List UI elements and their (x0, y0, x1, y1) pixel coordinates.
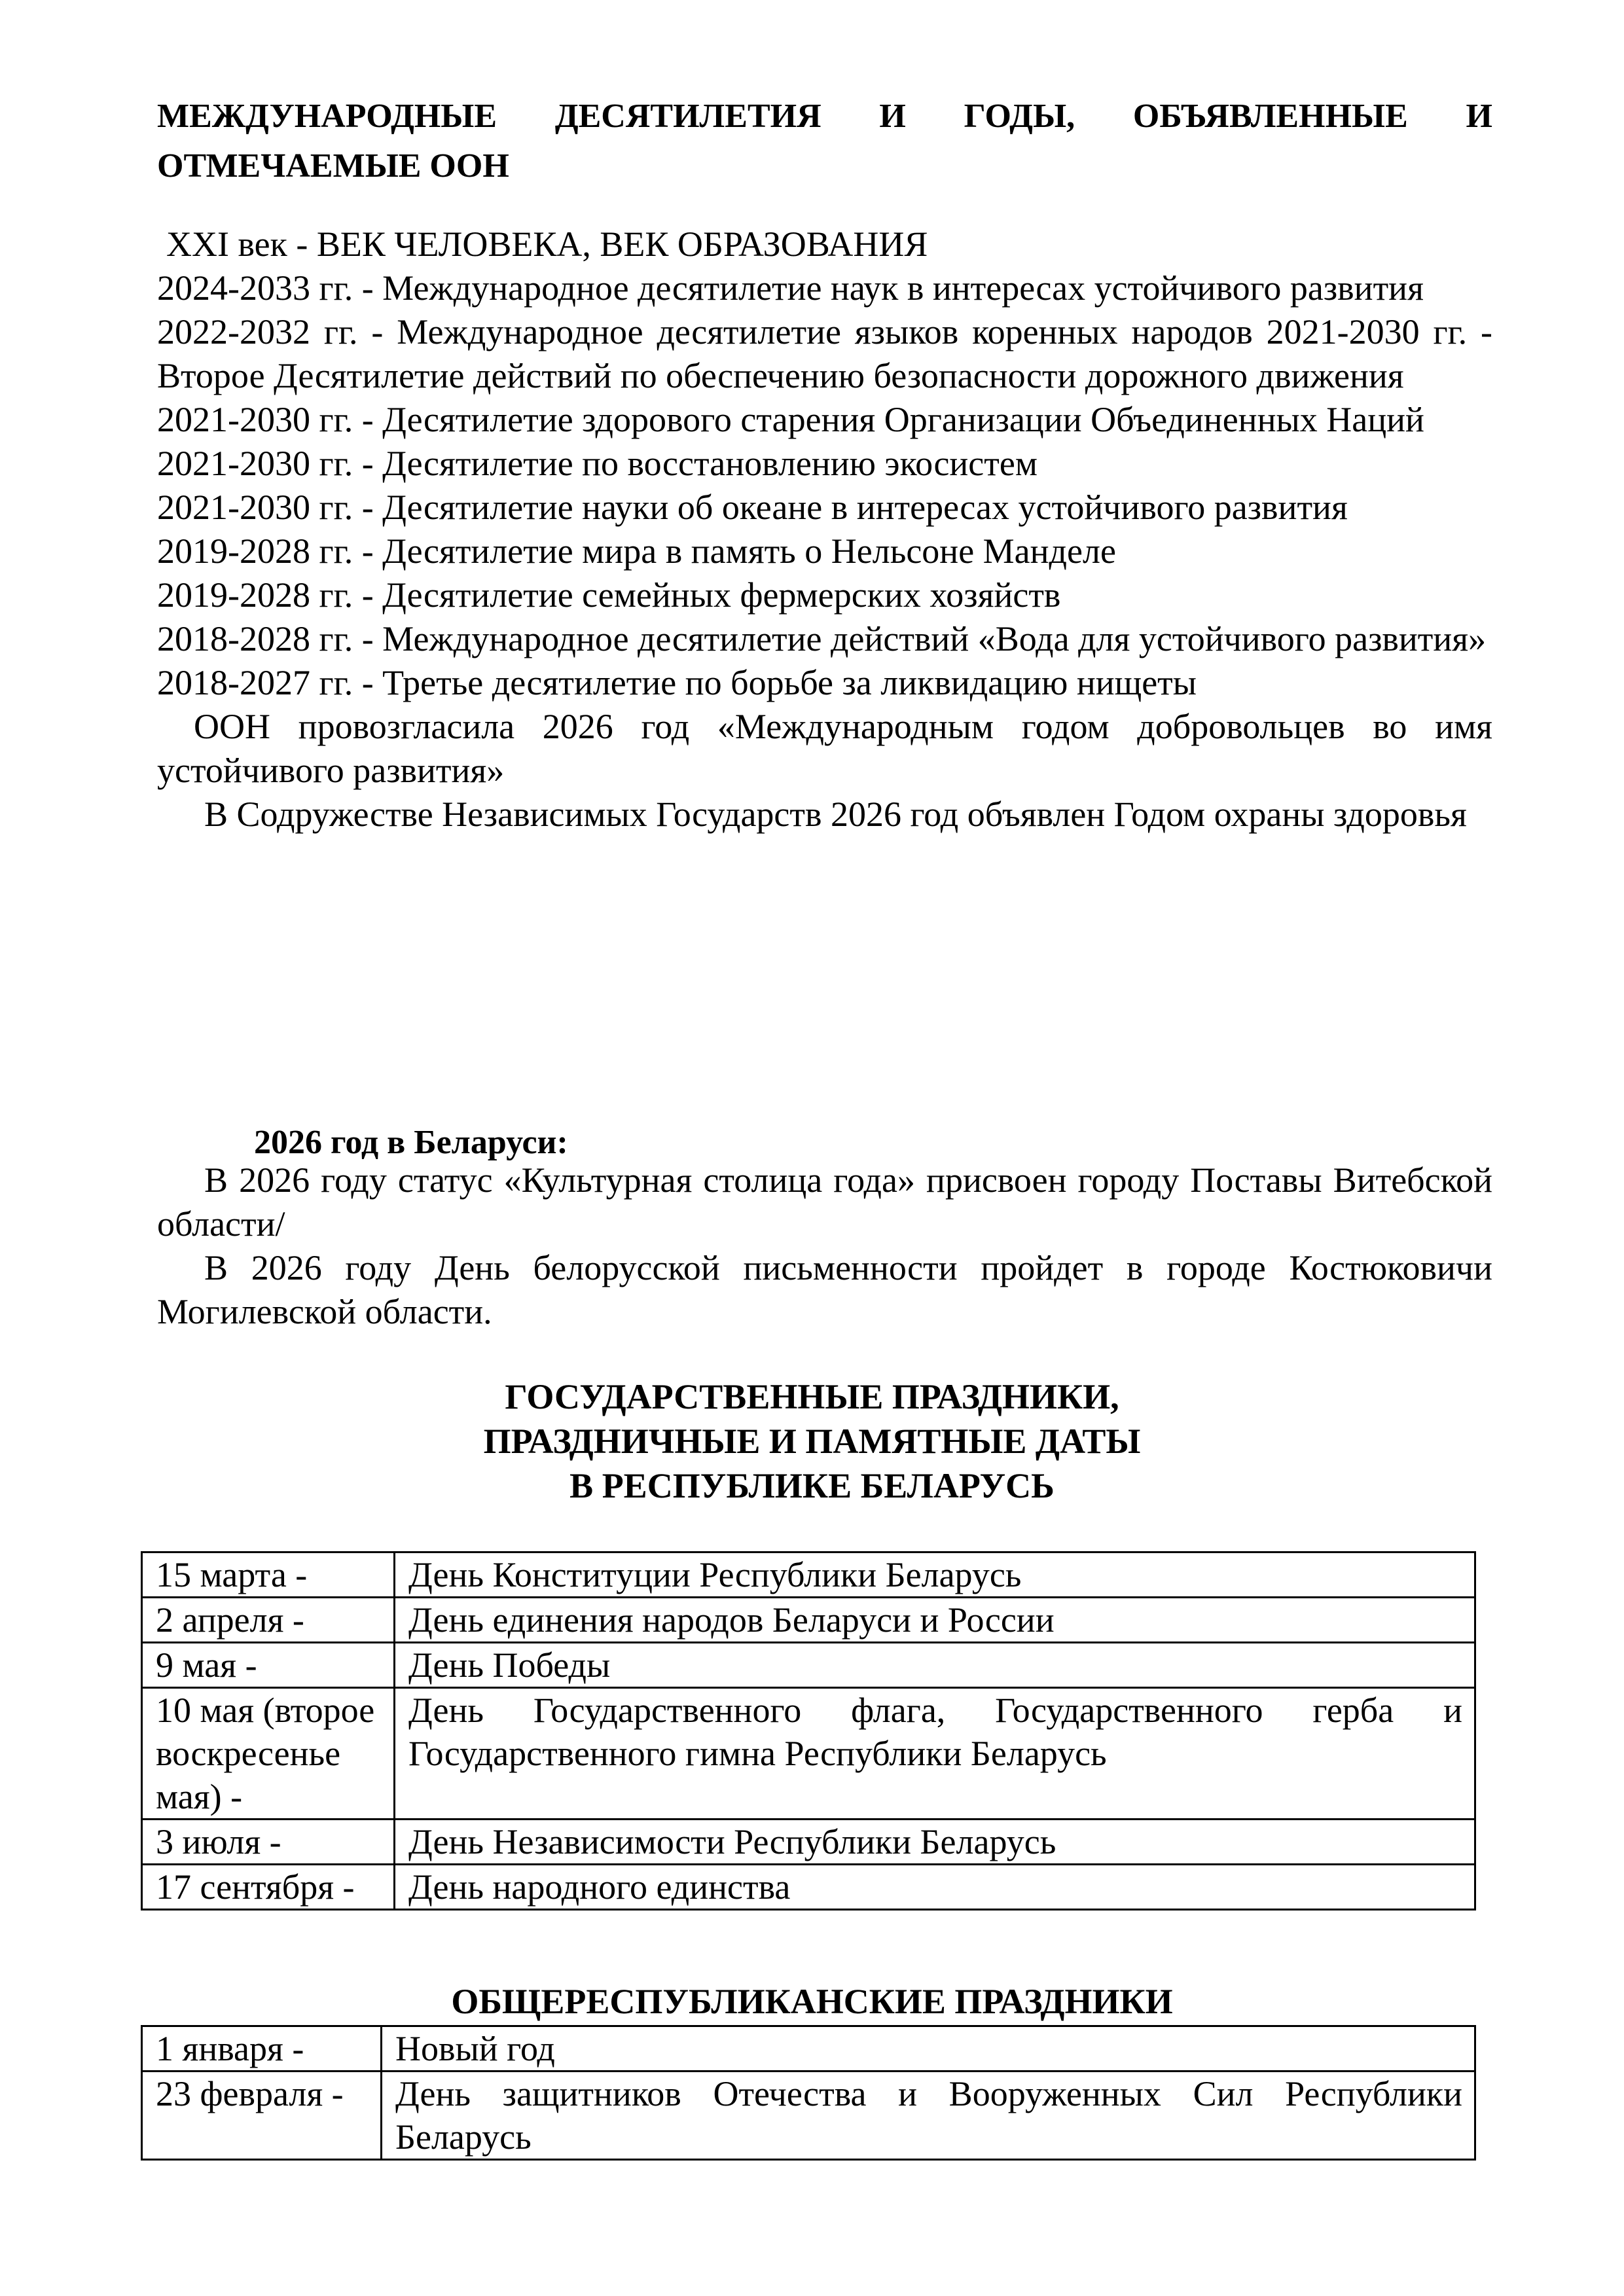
table-row (142, 1552, 1475, 1598)
holiday-name: День Независимости Республики Беларусь (395, 1820, 1475, 1865)
state-holidays-heading-line-1: ГОСУДАРСТВЕННЫЕ ПРАЗДНИКИ, (505, 1377, 1119, 1416)
holiday-date: 15 марта - (142, 1552, 395, 1598)
holiday-date: 1 января - (142, 2026, 382, 2072)
holiday-name: День защитников Отечества и Вооруженных Сил Республики Беларусь (382, 2072, 1475, 2160)
un-heading-line-2: ОТМЕЧАЕМЫЕ ООН (157, 147, 509, 185)
state-holidays-table (141, 1551, 1476, 1910)
state-holidays-heading-line-2: ПРАЗДНИЧНЫЕ И ПАМЯТНЫЕ ДАТЫ (483, 1422, 1141, 1461)
state-holidays-heading (0, 1374, 1624, 1508)
decade-entry: 2019-2028 гг. - Десятилетие семейных фермерских хозяйств (157, 575, 1061, 615)
un-decades-heading (157, 92, 1492, 191)
table-row (142, 2026, 1475, 2072)
holiday-date: 2 апреля - (142, 1598, 395, 1643)
holiday-name: День Государственного флага, Государственного герба и Государственного гимна Республики Беларусь (395, 1688, 1475, 1820)
belarus-year-section (157, 1158, 1492, 1334)
table-row (142, 2072, 1475, 2160)
cultural-capital-paragraph: В 2026 году статус «Культурная столица года» присвоен городу Поставы Витебской области/ (157, 1160, 1492, 1244)
decade-entry: 2018-2027 гг. - Третье десятилетие по борьбе за ликвидацию нищеты (157, 663, 1197, 702)
decade-entry: 2021-2030 гг. - Десятилетие здорового старения Организации Объединенных Наций (157, 400, 1424, 439)
century-line: XXI век - ВЕК ЧЕЛОВЕКА, ВЕК ОБРАЗОВАНИЯ (166, 224, 928, 264)
holiday-date: 17 сентября - (142, 1865, 395, 1910)
volunteers-year-paragraph: ООН провозгласила 2026 год «Международным годом добровольцев во имя устойчивого развития» (157, 707, 1492, 790)
decade-entry: 2019-2028 гг. - Десятилетие мира в память о Нельсоне Манделе (157, 531, 1116, 571)
cis-year-paragraph: В Содружестве Независимых Государств 2026 год объявлен Годом охраны здоровья (204, 795, 1467, 834)
decade-entry: 2021-2030 гг. - Десятилетие по восстановлению экосистем (157, 444, 1038, 483)
holiday-date: 3 июля - (142, 1820, 395, 1865)
un-decades-list (157, 223, 1492, 836)
table-row (142, 1820, 1475, 1865)
table-row (142, 1688, 1475, 1820)
holiday-name: День Победы (395, 1643, 1475, 1688)
belarus-year-heading: 2026 год в Беларуси: (254, 1124, 568, 1161)
republic-holidays-table (141, 2025, 1476, 2161)
holiday-date: 23 февраля - (142, 2072, 382, 2160)
state-holidays-heading-line-3: В РЕСПУБЛИКЕ БЕЛАРУСЬ (569, 1466, 1055, 1505)
holiday-name: Новый год (382, 2026, 1475, 2072)
table-row (142, 1643, 1475, 1688)
decade-entry: 2024-2033 гг. - Международное десятилетие наук в интересах устойчивого развития (157, 268, 1424, 308)
decade-entry: 2021-2030 гг. - Десятилетие науки об океане в интересах устойчивого развития (157, 488, 1348, 527)
holiday-date: 9 мая - (142, 1643, 395, 1688)
writing-day-paragraph: В 2026 году День белорусской письменности пройдет в городе Костюковичи Могилевской области. (157, 1248, 1492, 1331)
table-row (142, 1865, 1475, 1910)
decade-entry: 2022-2032 гг. - Международное десятилетие языков коренных народов 2021-2030 гг. - Второе Десятилетие действий по обеспечению безопасности дорожного движения (157, 312, 1492, 395)
holiday-date: 10 мая (второе воскресенье мая) - (142, 1688, 395, 1820)
holiday-name: День единения народов Беларуси и России (395, 1598, 1475, 1643)
republic-holidays-heading: ОБЩЕРЕСПУБЛИКАНСКИЕ ПРАЗДНИКИ (451, 1982, 1173, 2021)
un-heading-line-1: МЕЖДУНАРОДНЫЕ ДЕСЯТИЛЕТИЯ И ГОДЫ, ОБЪЯВЛЕННЫЕ И (157, 98, 1492, 135)
decade-entry: 2018-2028 гг. - Международное десятилетие действий «Вода для устойчивого развития» (157, 619, 1487, 658)
holiday-name: День Конституции Республики Беларусь (395, 1552, 1475, 1598)
table-row (142, 1598, 1475, 1643)
holiday-name: День народного единства (395, 1865, 1475, 1910)
